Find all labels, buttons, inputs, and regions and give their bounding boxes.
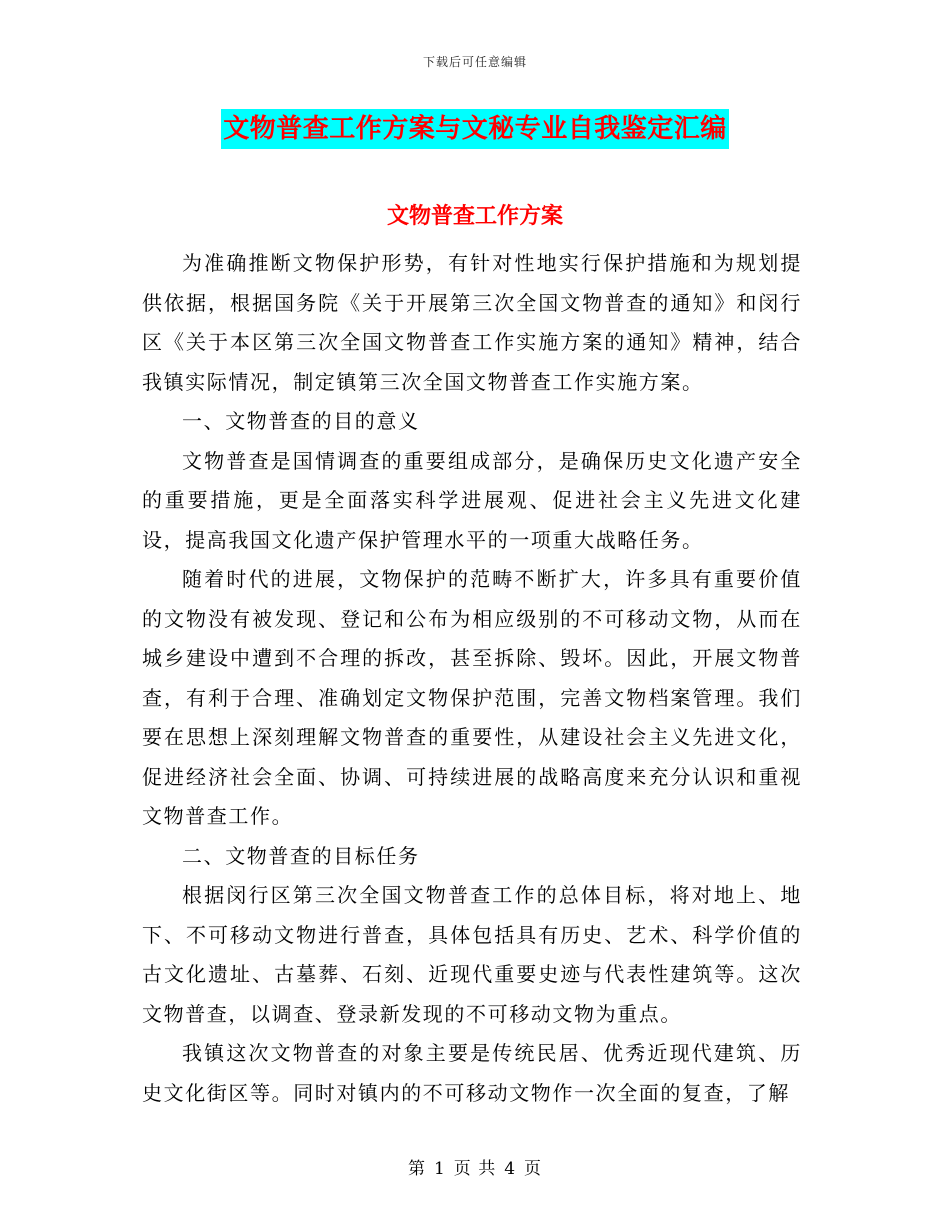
document-body — [142, 244, 802, 1113]
paragraph-goals-2: 我镇这次文物普查的对象主要是传统民居、优秀近现代建筑、历史文化街区等。同时对镇内的不可移动文物作一次全面的复查，了解 — [142, 1041, 802, 1105]
download-note: 下载后可任意编辑 — [422, 55, 527, 69]
footer-total-pages: 4 — [504, 1159, 517, 1179]
paragraph-goals-1: 根据闵行区第三次全国文物普查工作的总体目标，将对地上、地下、不可移动文物进行普查，具体包括具有历史、艺术、科学价值的古文化遗址、古墓葬、石刻、近现代重要史迹与代表性建筑等。这次文物普查，以调查、登录新发现的不可移动文物为重点。 — [142, 883, 802, 1026]
footer-prefix: 第 — [407, 1159, 426, 1179]
main-title: 文物普查工作方案与文秘专业自我鉴定汇编 — [221, 109, 729, 149]
paragraph-purpose-1: 文物普查是国情调查的重要组成部分，是确保历史文化遗产安全的重要措施，更是全面落实科学进展观、促进社会主义先进文化建设，提高我国文化遗产保护管理水平的一项重大战略任务。 — [142, 448, 802, 552]
footer-middle: 页 共 — [453, 1159, 497, 1179]
main-title-container — [0, 109, 950, 149]
paragraph-purpose-2: 随着时代的进展，文物保护的范畴不断扩大，许多具有重要价值的文物没有被发现、登记和公布为相应级别的不可移动文物，从而在城乡建设中遭到不合理的拆改，甚至拆除、毁坏。因此，开展文物普查，有利于合理、准确划定文物保护范围，完善文物档案管理。我们要在思想上深刻理解文物普查的重要性，从建设社会主义先进文化，促进经济社会全面、协调、可持续进展的战略高度来充分认识和重视文物普查工作。 — [142, 567, 802, 828]
section-title: 文物普查工作方案 — [386, 203, 563, 229]
footer-page-number: 1 — [433, 1159, 446, 1179]
paragraph-intro: 为准确推断文物保护形势，有针对性地实行保护措施和为规划提供依据，根据国务院《关于开展第三次全国文物普查的通知》和闵行区《关于本区第三次全国文物普查工作实施方案的通知》精神，结合我镇实际情况，制定镇第三次全国文物普查工作实施方案。 — [142, 251, 802, 394]
page-footer — [0, 1154, 950, 1179]
footer-suffix: 页 — [524, 1159, 543, 1179]
heading-purpose: 一、文物普查的目的意义 — [182, 409, 420, 433]
heading-goals: 二、文物普查的目标任务 — [182, 843, 420, 868]
